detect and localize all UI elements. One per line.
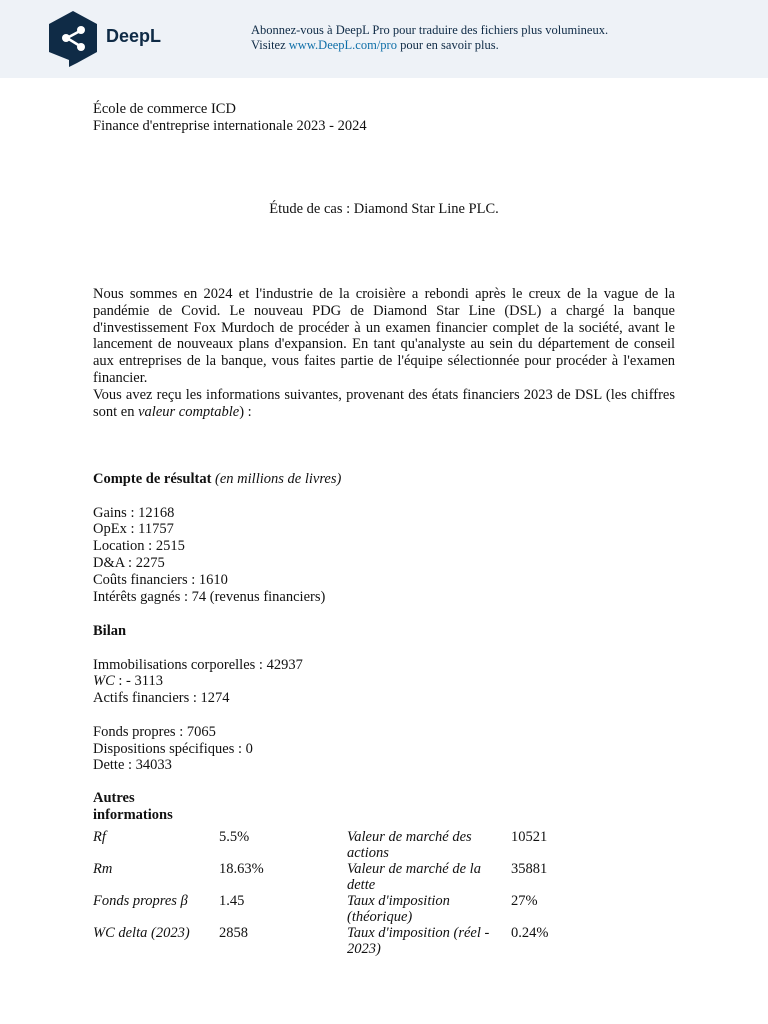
income-item: Coûts financiers : 1610 bbox=[93, 571, 228, 588]
other-info-title: Autres informations bbox=[93, 790, 173, 823]
deepl-banner bbox=[0, 0, 768, 78]
balance-item: Fonds propres : 7065 bbox=[93, 723, 216, 740]
info-value: 35881 bbox=[511, 861, 548, 877]
income-item: Intérêts gagnés : 74 (revenus financiers) bbox=[93, 588, 326, 605]
intro-paragraph-2 bbox=[93, 387, 675, 421]
school-name: École de commerce ICD bbox=[93, 101, 236, 117]
info-label: Rm bbox=[93, 861, 113, 877]
info-value: 2858 bbox=[219, 925, 248, 941]
balance-assets bbox=[93, 657, 675, 707]
intro-p2-prefix: Vous avez reçu les informations suivantes, provenant des états financiers 2023 de DSL (les chiffres sont en bbox=[93, 386, 675, 420]
wc-label: WC bbox=[93, 673, 115, 690]
intro-p2-italic: valeur comptable bbox=[138, 403, 240, 420]
document-header bbox=[93, 101, 675, 135]
balance-item: Immobilisations corporelles : 42937 bbox=[93, 656, 303, 673]
info-value: 0.24% bbox=[511, 925, 549, 941]
info-label: Fonds propres β bbox=[93, 893, 188, 909]
info-label: Taux d'imposition (réel - 2023) bbox=[347, 925, 490, 957]
balance-liabilities bbox=[93, 724, 675, 774]
info-value: 18.63% bbox=[219, 861, 264, 877]
intro-text bbox=[93, 286, 675, 420]
info-value: 27% bbox=[511, 893, 538, 909]
course-name: Finance d'entreprise internationale 2023 - 2024 bbox=[93, 117, 367, 134]
balance-item: Dispositions spécifiques : 0 bbox=[93, 740, 253, 757]
info-row bbox=[93, 893, 591, 925]
info-label: Taux d'imposition (théorique) bbox=[347, 893, 450, 925]
promo-line-1: Abonnez-vous à DeepL Pro pour traduire des fichiers plus volumineux. bbox=[251, 23, 609, 37]
balance-title: Bilan bbox=[93, 623, 127, 639]
other-info-table bbox=[93, 829, 591, 957]
income-item: Location : 2515 bbox=[93, 538, 185, 555]
balance-item: Actifs financiers : 1274 bbox=[93, 690, 230, 707]
info-label: Valeur de marché des actions bbox=[347, 829, 472, 861]
info-row bbox=[93, 925, 591, 957]
deepl-logo-text[interactable]: DeepL bbox=[106, 26, 162, 46]
income-item: D&A : 2275 bbox=[93, 554, 165, 571]
info-value: 10521 bbox=[511, 829, 548, 845]
intro-p2-suffix: ) : bbox=[239, 403, 252, 420]
income-statement-section bbox=[93, 471, 675, 605]
info-label: Valeur de marché de la dette bbox=[347, 861, 481, 893]
promo-text bbox=[251, 23, 608, 53]
promo-link[interactable]: www.DeepL.com/pro bbox=[288, 38, 397, 52]
promo-prefix: Visitez bbox=[251, 38, 289, 52]
intro-paragraph-1: Nous sommes en 2024 et l'industrie de la croisière a rebondi après le creux de la vague de la pandémie de Covid. Le nouveau PDG de Diamond Star Line (DSL) a chargé la banque d'investissement Fox Murdoch de procéder à un examen financier complet de la société, avant le lancement de nouveaux plans d'expansion. En tant qu'analyste au sein du département de conseil aux entreprises de la banque, vous faites partie de l'équipe sélectionnée pour procéder à l'examen financier. bbox=[93, 286, 675, 386]
info-row bbox=[93, 861, 591, 893]
income-item: Gains : 12168 bbox=[93, 504, 175, 521]
other-info-section bbox=[93, 790, 675, 824]
balance-item: Dette : 34033 bbox=[93, 757, 172, 774]
wc-value: : - 3113 bbox=[114, 673, 163, 690]
info-label: Rf bbox=[93, 829, 106, 845]
balance-sheet-section bbox=[93, 623, 675, 774]
income-item: OpEx : 11757 bbox=[93, 521, 174, 538]
balance-item bbox=[93, 673, 675, 690]
income-unit: (en millions de livres) bbox=[215, 471, 342, 487]
income-items bbox=[93, 505, 675, 606]
info-label: WC delta (2023) bbox=[93, 925, 190, 941]
info-row bbox=[93, 829, 591, 861]
info-value: 1.45 bbox=[219, 893, 245, 909]
info-value: 5.5% bbox=[219, 829, 250, 845]
income-title: Compte de résultat bbox=[93, 471, 212, 487]
promo-line-2 bbox=[251, 38, 608, 53]
deepl-logo-icon[interactable] bbox=[47, 10, 99, 68]
document-title: Étude de cas : Diamond Star Line PLC. bbox=[269, 201, 499, 217]
promo-suffix: pour en savoir plus. bbox=[396, 38, 499, 52]
income-heading bbox=[93, 471, 675, 488]
